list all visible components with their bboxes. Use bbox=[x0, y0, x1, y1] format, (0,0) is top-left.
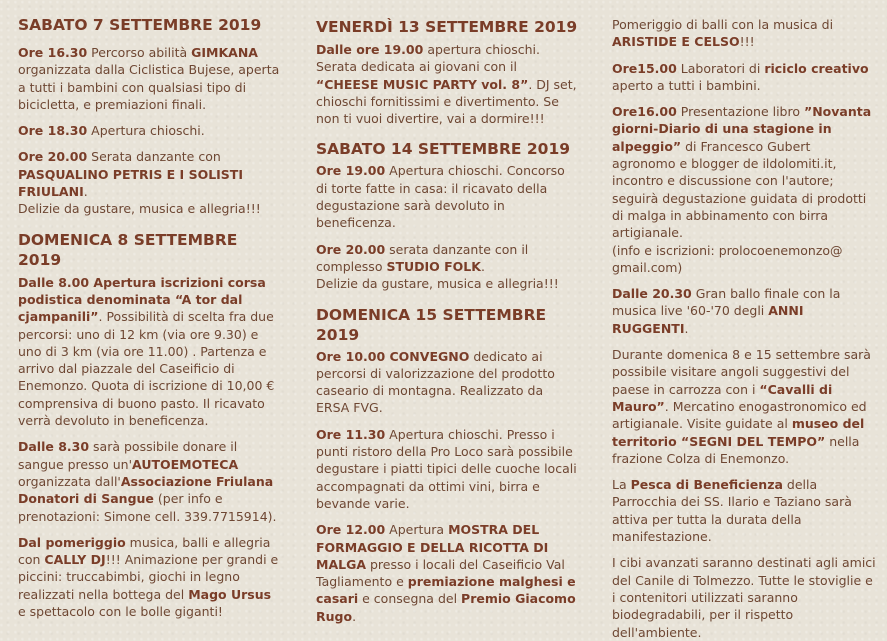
event-chioschi-1: Ore 18.30 Apertura chioschi. bbox=[18, 123, 205, 139]
event-cally-dj: Dal pomeriggio musica, balli e allegria con CALLY DJ!!! Animazione per grandi e piccini: truccabimbi, giochi in legno realizzati nella bottega del Mago Ursus e spettacolo con le bolle giganti! bbox=[18, 534, 279, 620]
event-concorso-torte: Ore 19.00 Apertura chioschi. Concorso di torte fatte in casa: il ricavato della degustazione sarà devoluto in beneficenza. bbox=[316, 163, 565, 231]
event-serata-danzante-1: Ore 20.00 Serata danzante con PASQUALINO PETRIS E I SOLISTI FRIULANI. Delizie da gustare, musica e allegria!!! bbox=[18, 149, 261, 217]
day-heading-sat-7: SABATO 7 SETTEMBRE 2019 bbox=[18, 16, 262, 34]
event-mostra-formaggio: Ore 12.00 Apertura MOSTRA DEL FORMAGGIO E DELLA RICOTTA DI MALGA presso i locali del Caseificio Val Tagliamento e premiazione malghesi e casari e consegna del Premio Giacomo Rugo. bbox=[316, 522, 576, 624]
event-riciclo-creativo: Ore15.00 Laboratori di riciclo creativo aperto a tutti i bambini. bbox=[612, 60, 869, 93]
info-cibi-avanzati: I cibi avanzati saranno destinati agli amici del Canile di Tolmezzo. Tutte le stoviglie e i contenitori utilizzati saranno biodegradabili, per il rispetto dell'ambiente. bbox=[612, 555, 876, 640]
event-studio-folk: Ore 20.00 serata danzante con il complesso STUDIO FOLK. Delizie da gustare, musica e allegria!!! bbox=[316, 241, 559, 292]
event-gimkana: Ore 16.30 Percorso abilità GIMKANA organizzata dalla Ciclistica Bujese, aperta a tutti i bambini con qualsiasi tipo di bicicletta, e premiazioni finali. bbox=[18, 45, 280, 112]
event-anni-ruggenti: Dalle 20.30 Gran ballo finale con la musica live '60-'70 degli ANNI RUGGENTI. bbox=[612, 286, 841, 336]
info-carrozza-museo: Durante domenica 8 e 15 settembre sarà possibile visitare angoli suggestivi del paese in carrozza con i “Cavalli di Mauro”. Mercatino enogastronomico ed artigianale. Visite guidate al museo del territorio “SEGNI DEL TEMPO” nella frazione Colza di Enemonzo. bbox=[612, 347, 871, 466]
event-cheese-music-party: Dalle ore 19.00 apertura chioschi. Serata dedicata ai giovani con il “CHEESE MUSIC PARTY vol. 8”. DJ set, chioschi fornitissimi e divertimento. Se non ti vuoi divertire, vai a dormire!!! bbox=[316, 42, 577, 127]
column-2 bbox=[316, 0, 578, 625]
event-chioschi-2: Ore 11.30 Apertura chioschi. Presso i punti ristoro della Pro Loco sarà possibile degustare i piatti tipici delle cuoche locali accompagnati da ottimi vini, birra e bevande varie. bbox=[316, 426, 577, 511]
day-heading-sat-14: SABATO 14 SETTEMBRE 2019 bbox=[316, 140, 571, 159]
event-presentazione-libro: Ore16.00 Presentazione libro ”Novanta giorni-Diario di una stagione in alpeggio” di Francesco Gubert agronomo e blogger de ildolomiti.it, incontro e discussione con l'autore; seguirà degustazione guidata di prodotti di malga in abbinamento con birra artigianale. (info e iscrizioni: prolocoenemonzo@ gmail.com) bbox=[612, 104, 872, 275]
event-corsa-podistica: Dalle 8.00 Apertura iscrizioni corsa podistica denominata “A tor dal cjampanili”. Possibilità di scelta fra due percorsi: uno di 12 km (via ore 9.30) e uno di 3 km (via ore 11.00) . Partenza e arrivo dal piazzale del Caseificio di Enemonzo. Quota di iscrizione di 10,00 € comprensiva di buono pasto. Il ricavato verrà devoluto in beneficenza. bbox=[18, 274, 275, 429]
day-heading-sun-15: DOMENICA 15 SETTEMBRE 2019 bbox=[316, 305, 547, 344]
info-pesca-beneficienza: La Pesca di Beneficienza della Parrocchia dei SS. Ilario e Taziano sarà attiva per tutta la durata della manifestazione. bbox=[612, 477, 852, 545]
column-1 bbox=[18, 0, 280, 620]
day-heading-sun-8: DOMENICA 8 SETTEMBRE 2019 bbox=[18, 230, 238, 269]
event-aristide-celso: Pomeriggio di balli con la musica di ARISTIDE E CELSO!!! bbox=[612, 17, 834, 50]
column-3 bbox=[612, 0, 877, 641]
event-convegno: Ore 10.00 CONVEGNO dedicato ai percorsi di valorizzazione del prodotto caseario di montagna. Realizzato da ERSA FVG. bbox=[316, 348, 555, 416]
event-autoemoteca: Dalle 8.30 sarà possibile donare il sangue presso un'AUTOEMOTECA organizzata dall'Associazione Friulana Donatori di Sangue (per info e prenotazioni: Simone cell. 339.7715914). bbox=[18, 439, 277, 524]
day-heading-fri-13: VENERDÌ 13 SETTEMBRE 2019 bbox=[316, 18, 578, 36]
